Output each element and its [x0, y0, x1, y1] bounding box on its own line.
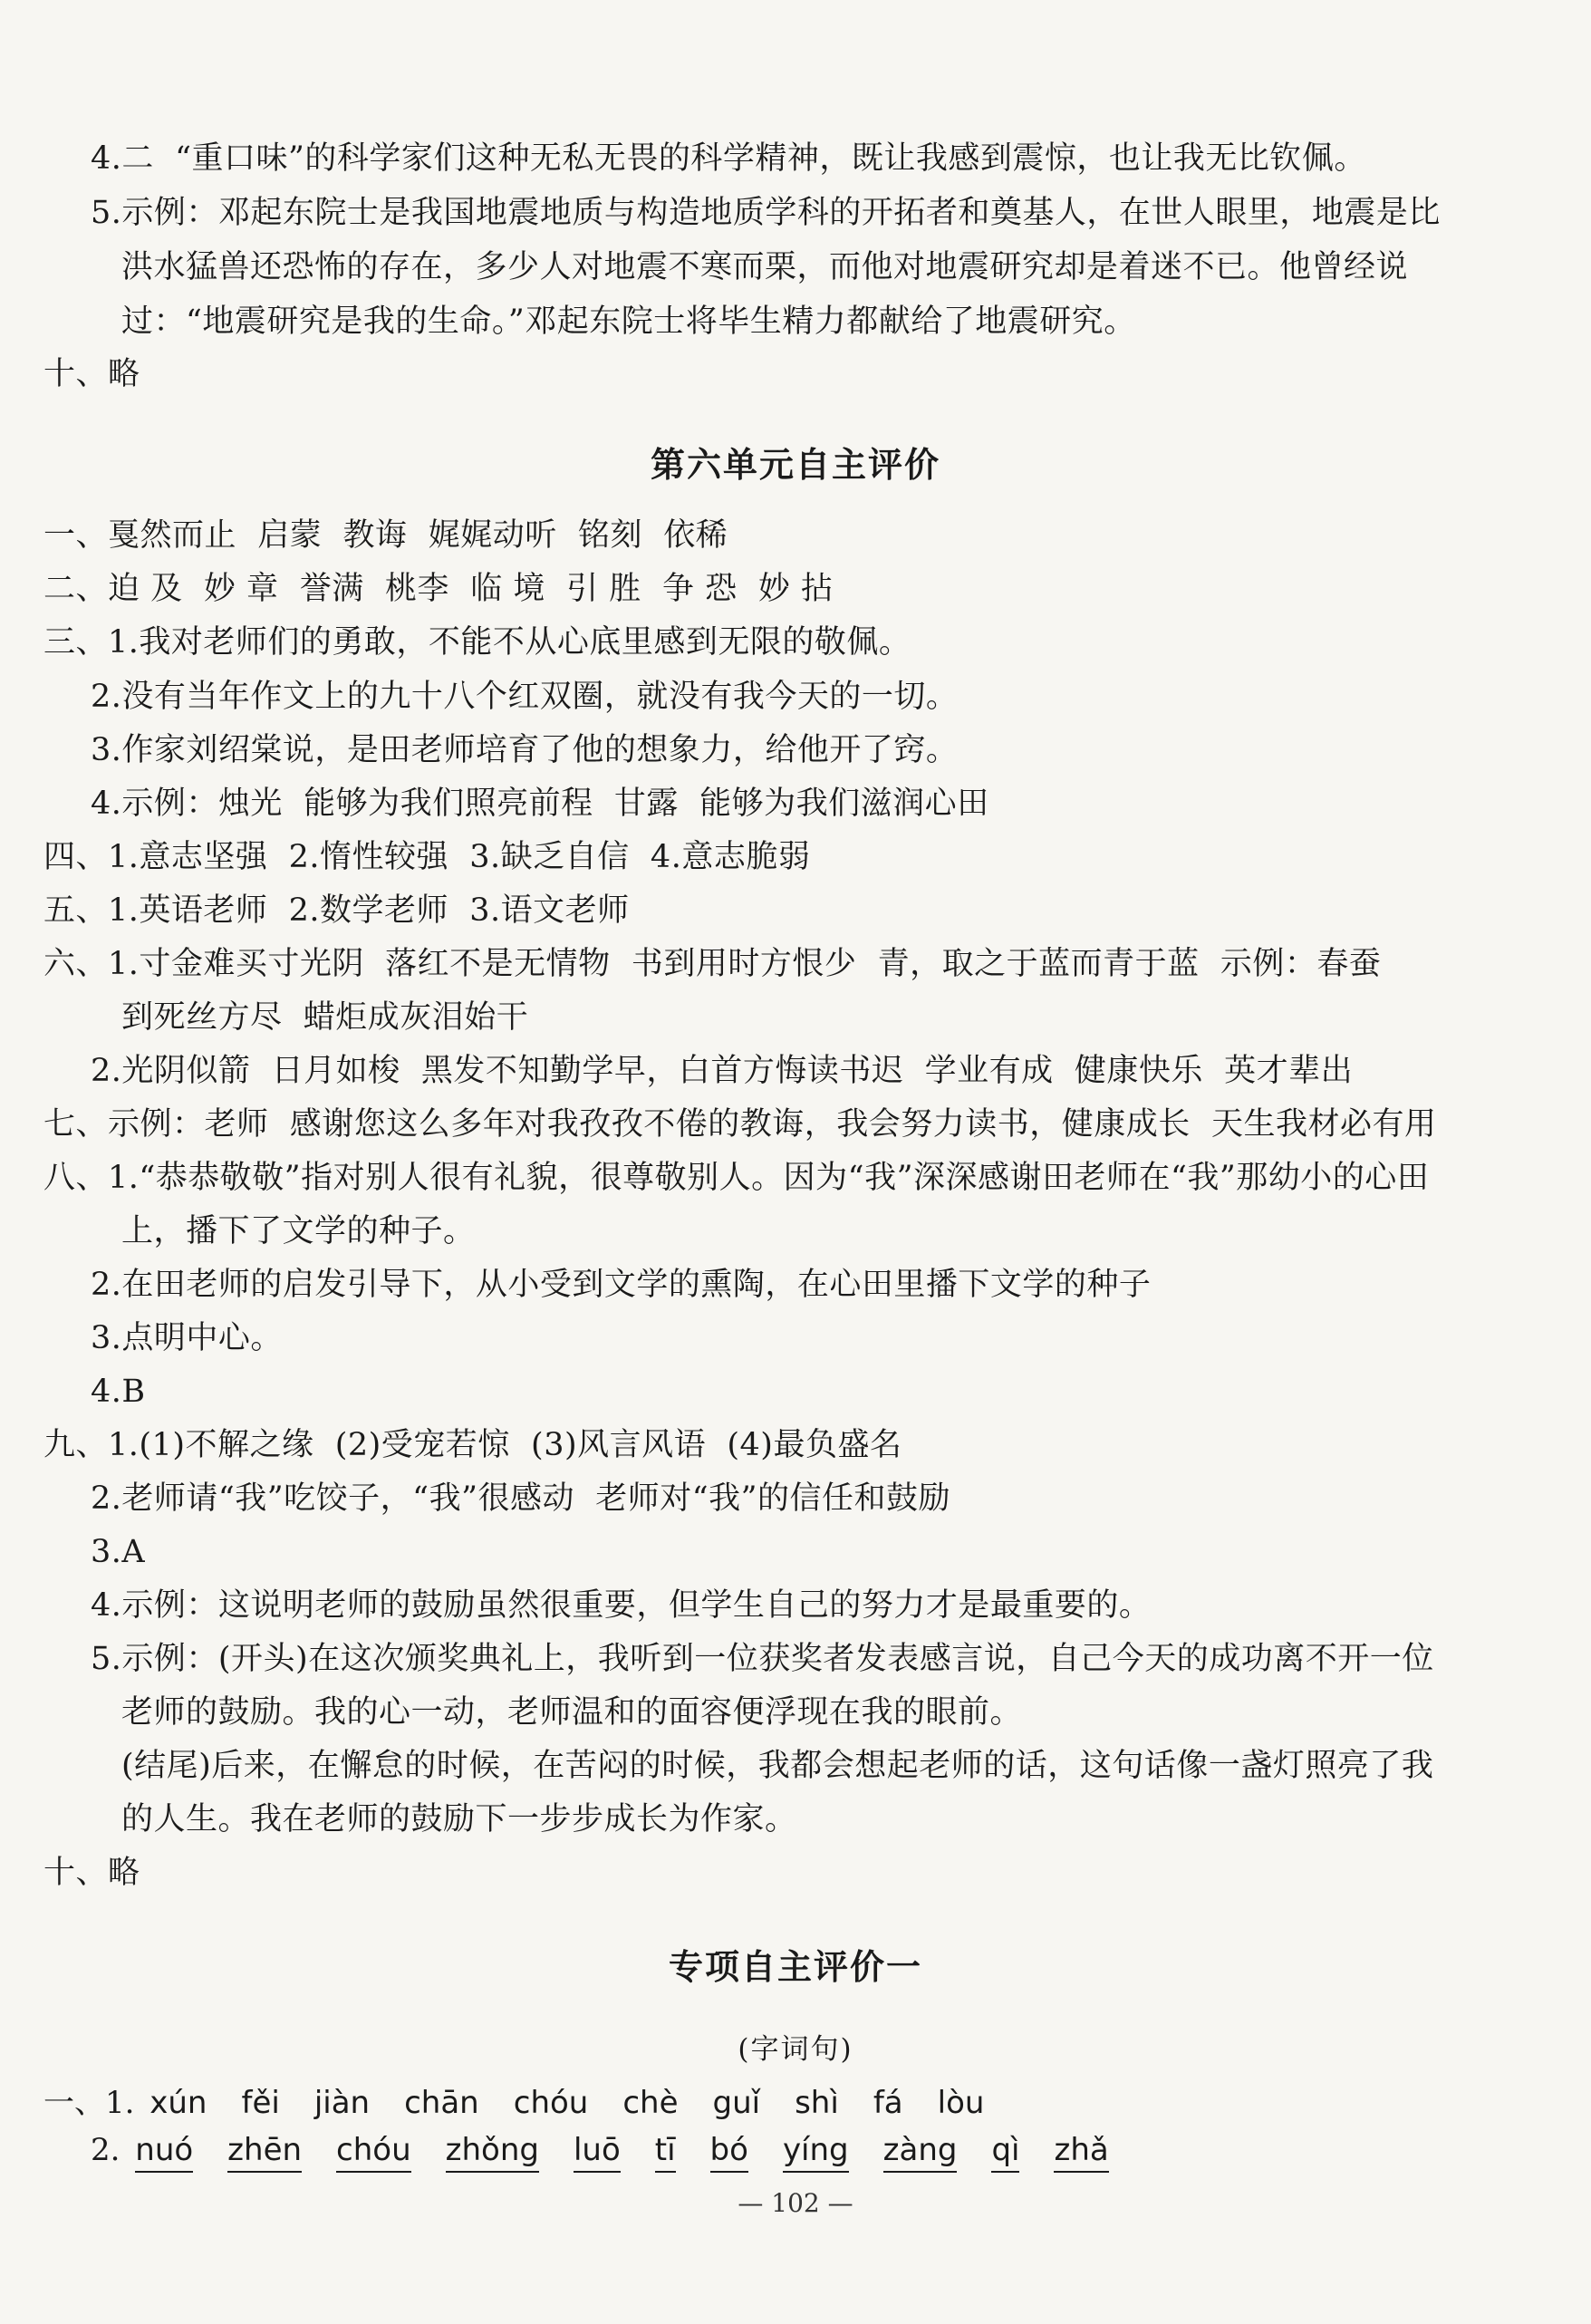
text-line: 4.示例：烛光 能够为我们照亮前程 甘露 能够为我们滋润心田: [91, 786, 989, 822]
text-line: 3.A: [91, 1534, 146, 1570]
text-line: 上，播下了文学的种子。: [121, 1213, 476, 1249]
text-line: 2.光阴似箭 日月如梭 黑发不知勤学早，白首方悔读书迟 学业有成 健康快乐 英才辈出: [91, 1053, 1354, 1089]
page-number: — 102 —: [738, 2188, 853, 2218]
text-line: 2.没有当年作文上的九十八个红双圈，就没有我今天的一切。: [91, 679, 959, 715]
text-line: 5.示例：邓起东院士是我国地震地质与构造地质学科的开拓者和奠基人，在世人眼里，地震是比: [91, 195, 1441, 231]
text-line: 2.老师请“我”吃饺子，“我”很感动 老师对“我”的信任和鼓励: [91, 1480, 951, 1517]
text-line: 十、略: [43, 1855, 140, 1891]
pinyin-item: nuó: [135, 2132, 193, 2173]
question-number: 一、1.: [43, 2085, 135, 2121]
text-line: 4.二 “重口味”的科学家们这种无私无畏的科学精神，既让我感到震惊，也让我无比钦佩。: [91, 140, 1366, 177]
text-line: 过：“地震研究是我的生命。”邓起东院士将毕生精力都献给了地震研究。: [121, 304, 1136, 340]
section-title: 第六单元自主评价: [650, 445, 940, 485]
pinyin-item: chóu: [513, 2085, 589, 2121]
question-number: 2.: [91, 2132, 121, 2168]
text-line: 洪水猛兽还恐怖的存在，多少人对地震不寒而栗，而他对地震研究却是着迷不已。他曾经说: [121, 249, 1409, 285]
text-line: 一、戛然而止 启蒙 教诲 娓娓动听 铭刻 依稀: [43, 517, 728, 554]
pinyin-item: fěi: [241, 2085, 280, 2121]
pinyin-row-1: [43, 2078, 1018, 2122]
section-title: 专项自主评价一: [668, 1947, 922, 1987]
pinyin-item: yíng: [783, 2132, 849, 2173]
pinyin-item: chān: [404, 2085, 479, 2121]
pinyin-item: qì: [991, 2132, 1019, 2173]
text-line: 三、1.我对老师们的勇敢，不能不从心底里感到无限的敬佩。: [43, 624, 911, 661]
pinyin-item: tī: [655, 2132, 676, 2173]
text-line: 老师的鼓励。我的心一动，老师温和的面容便浮现在我的眼前。: [121, 1694, 1023, 1731]
pinyin-item: shì: [795, 2085, 839, 2121]
text-line: 六、1.寸金难买寸光阴 落红不是无情物 书到用时方恨少 青，取之于蓝而青于蓝 示例：春蚕: [43, 946, 1382, 982]
text-line: 四、1.意志坚强 2.惰性较强 3.缺乏自信 4.意志脆弱: [43, 839, 811, 875]
text-line: 5.示例：(开头)在这次颁奖典礼上，我听到一位获奖者发表感言说，自己今天的成功离不开一位: [91, 1641, 1434, 1677]
pinyin-item: zàng: [883, 2132, 958, 2173]
pinyin-item: chóu: [336, 2132, 411, 2173]
text-line: 到死丝方尽 蜡炬成灰泪始干: [121, 999, 529, 1036]
text-line: 的人生。我在老师的鼓励下一步步成长为作家。: [121, 1801, 797, 1837]
pinyin-item: fá: [873, 2085, 903, 2121]
pinyin-item: chè: [622, 2085, 679, 2121]
text-line: 十、略: [43, 356, 140, 392]
section-subtitle: (字词句): [738, 2033, 853, 2066]
text-line: 七、示例：老师 感谢您这么多年对我孜孜不倦的教诲，我会努力读书，健康成长 天生我材必有用: [43, 1106, 1437, 1143]
text-line: 五、1.英语老师 2.数学老师 3.语文老师: [43, 892, 630, 929]
text-line: 二、迫 及 妙 章 誉满 桃李 临 境 引 胜 争 恐 妙 拈: [43, 571, 834, 607]
text-line: (结尾)后来，在懈怠的时候，在苦闷的时候，我都会想起老师的话，这句话像一盏灯照亮了我: [121, 1748, 1434, 1784]
pinyin-row-2: [91, 2132, 1143, 2173]
text-line: 3.点明中心。: [91, 1320, 283, 1356]
text-line: 4.B: [91, 1374, 146, 1410]
pinyin-item: zhēn: [227, 2132, 302, 2173]
pinyin-item: guǐ: [712, 2085, 761, 2121]
pinyin-item: luō: [574, 2132, 621, 2173]
pinyin-item: bó: [710, 2132, 748, 2173]
pinyin-item: lòu: [937, 2085, 985, 2121]
pinyin-item: jiàn: [313, 2085, 371, 2121]
text-line: 八、1.“恭恭敬敬”指对别人很有礼貌，很尊敬别人。因为“我”深深感谢田老师在“我”那幼小的心田: [43, 1160, 1430, 1196]
pinyin-item: xún: [149, 2085, 207, 2121]
text-line: 3.作家刘绍棠说，是田老师培育了他的想象力，给他开了窍。: [91, 732, 959, 768]
text-line: 九、1.(1)不解之缘 (2)受宠若惊 (3)风言风语 (4)最负盛名: [43, 1427, 902, 1463]
text-line: 2.在田老师的启发引导下，从小受到文学的熏陶，在心田里播下文学的种子: [91, 1267, 1152, 1303]
pinyin-item: zhǒng: [446, 2132, 539, 2173]
text-line: 4.示例：这说明老师的鼓励虽然很重要，但学生自己的努力才是最重要的。: [91, 1587, 1152, 1624]
pinyin-item: zhǎ: [1054, 2132, 1108, 2173]
